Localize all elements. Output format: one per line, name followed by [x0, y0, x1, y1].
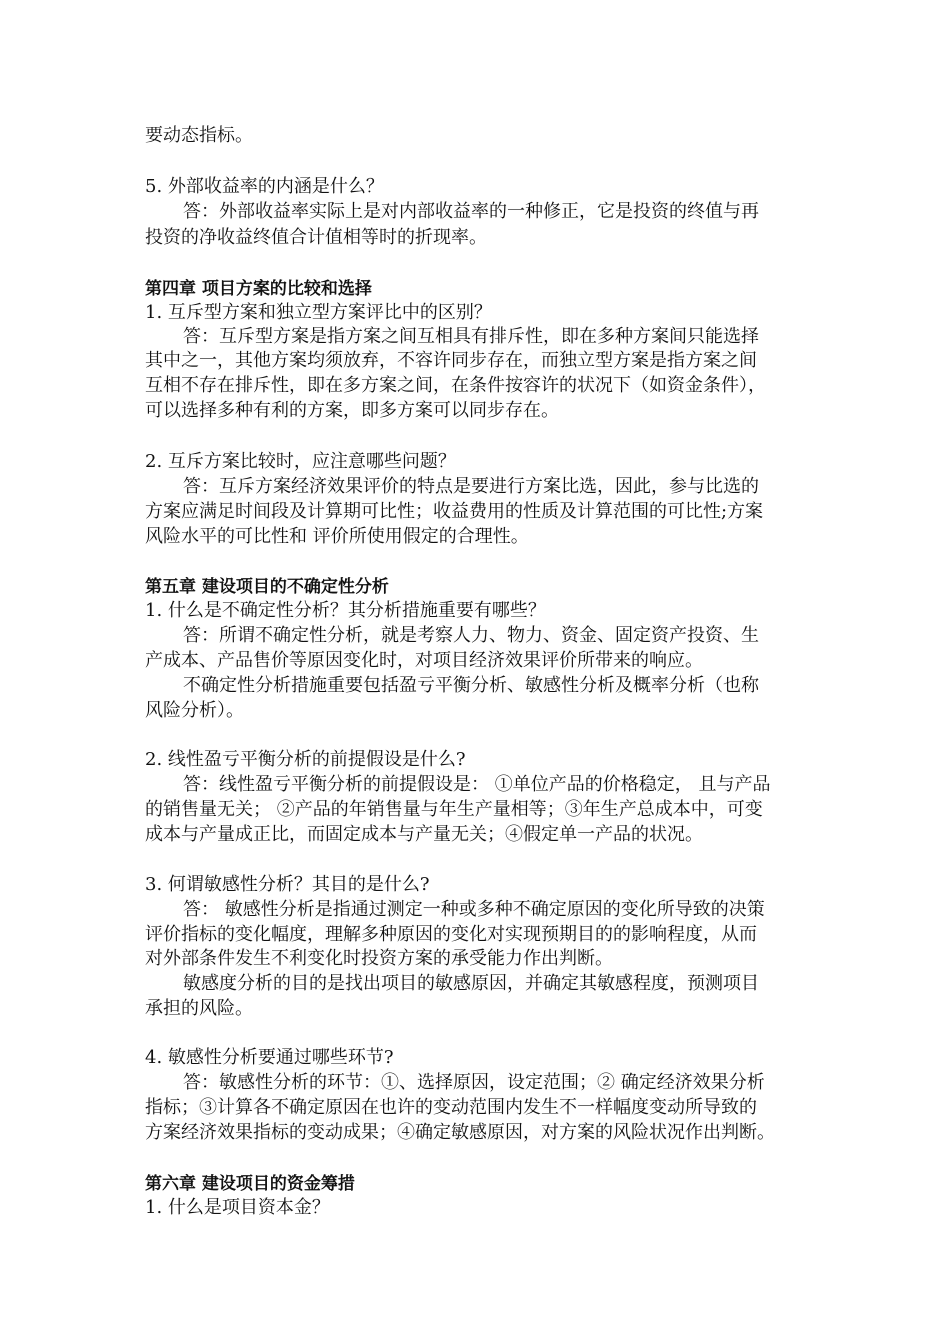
answer-line: 答：线性盈亏平衡分析的前提假设是： ①单位产品的价格稳定， 且与产品	[183, 774, 771, 795]
text-line: 可以选择多种有利的方案，即多方案可以同步存在。	[145, 400, 559, 421]
answer-line: 答：互斥型方案是指方案之间互相具有排斥性，即在多种方案间只能选择	[183, 326, 759, 347]
text-line: 要动态指标。	[145, 125, 253, 146]
question-line: 1. 什么是不确定性分析？其分析措施重要有哪些？	[145, 600, 546, 621]
question-line: 5. 外部收益率的内涵是什么？	[145, 176, 384, 197]
paragraph-line: 敏感度分析的目的是找出项目的敏感原因，并确定其敏感程度，预测项目	[183, 973, 759, 994]
chapter-heading: 第六章 建设项目的资金筹措	[145, 1174, 355, 1194]
text-line: 评价指标的变化幅度，理解多种原因的变化对实现预期目的的影响程度，从而	[145, 924, 757, 945]
answer-line: 答：敏感性分析的环节：①、选择原因，设定范围；② 确定经济效果分析	[183, 1072, 765, 1093]
text-line: 互相不存在排斥性，即在多方案之间，在条件按容许的状况下（如资金条件），	[145, 375, 766, 396]
question-line: 4. 敏感性分析要通过哪些环节?	[145, 1047, 394, 1068]
text-line: 投资的净收益终值合计值相等时的折现率。	[145, 227, 487, 248]
text-line: 方案应满足时间段及计算期可比性；收益费用的性质及计算范围的可比性;方案	[145, 501, 764, 522]
text-line: 方案经济效果指标的变动成果；④确定敏感原因，对方案的风险状况作出判断。	[145, 1122, 775, 1143]
answer-line: 答：所谓不确定性分析，就是考察人力、物力、资金、固定资产投资、生	[183, 625, 759, 646]
paragraph-line: 不确定性分析措施重要包括盈亏平衡分析、敏感性分析及概率分析（也称	[183, 675, 759, 696]
question-line: 1. 什么是项目资本金？	[145, 1197, 330, 1218]
question-line: 2. 线性盈亏平衡分析的前提假设是什么?	[145, 749, 466, 770]
text-line: 其中之一，其他方案均须放弃，不容许同步存在，而独立型方案是指方案之间	[145, 350, 757, 371]
answer-line: 答：外部收益率实际上是对内部收益率的一种修正，它是投资的终值与再	[183, 201, 759, 222]
text-line: 成本与产量成正比，而固定成本与产量无关；④假定单一产品的状况。	[145, 824, 703, 845]
answer-line: 答：互斥方案经济效果评价的特点是要进行方案比选，因此，参与比选的	[183, 476, 759, 497]
text-line: 承担的风险。	[145, 998, 253, 1019]
text-line: 的销售量无关； ②产品的年销售量与年生产量相等；③年生产总成本中，可变	[145, 799, 763, 820]
text-line: 风险水平的可比性和 评价所使用假定的合理性。	[145, 526, 529, 547]
text-line: 对外部条件发生不利变化时投资方案的承受能力作出判断。	[145, 948, 613, 969]
chapter-heading: 第五章 建设项目的不确定性分析	[145, 577, 389, 597]
text-line: 产成本、产品售价等原因变化时，对项目经济效果评价所带来的响应。	[145, 650, 703, 671]
chapter-heading: 第四章 项目方案的比较和选择	[145, 279, 372, 299]
question-line: 3. 何谓敏感性分析？其目的是什么?	[145, 874, 430, 895]
text-line: 指标；③计算各不确定原因在也许的变动范围内发生不一样幅度变动所导致的	[145, 1097, 757, 1118]
answer-line: 答： 敏感性分析是指通过测定一种或多种不确定原因的变化所导致的决策	[183, 899, 765, 920]
text-line: 风险分析）。	[145, 700, 244, 721]
question-line: 1. 互斥型方案和独立型方案评比中的区别？	[145, 302, 492, 323]
question-line: 2. 互斥方案比较时，应注意哪些问题？	[145, 451, 456, 472]
